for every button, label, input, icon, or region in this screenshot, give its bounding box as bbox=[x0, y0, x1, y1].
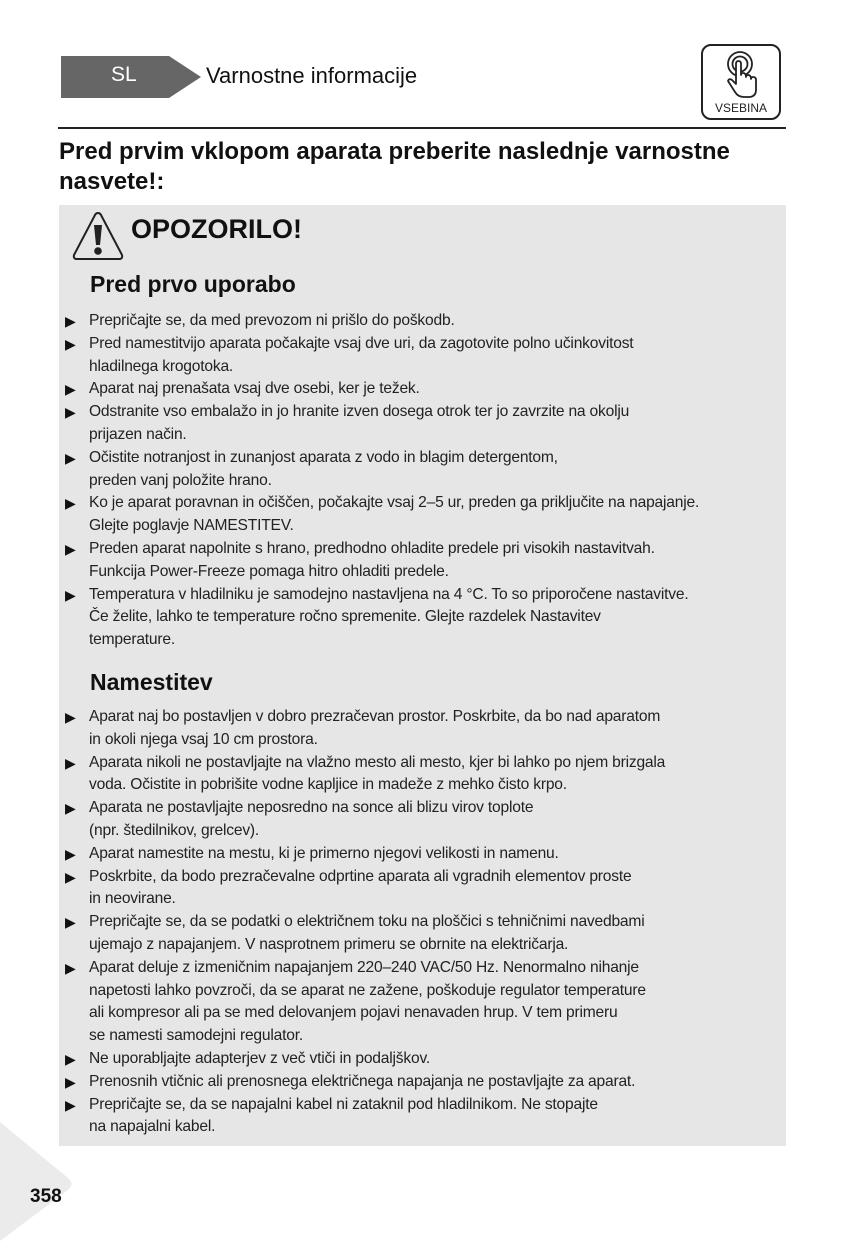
list-item bbox=[65, 538, 783, 584]
list-item bbox=[65, 797, 783, 843]
before-first-use-list bbox=[65, 310, 783, 652]
list-item bbox=[65, 1048, 783, 1071]
list-item bbox=[65, 310, 783, 333]
list-item-text: ujemajo z napajanjem. V nasprotnem primeru se obrnite na električarja. bbox=[89, 935, 569, 953]
header-divider bbox=[58, 127, 786, 129]
bullet-arrow-icon: ▶ bbox=[65, 335, 76, 352]
page-corner-tab bbox=[0, 1122, 75, 1241]
list-item-text: Prepričajte se, da se podatki o električnem toku na ploščici s tehničnimi navedbami bbox=[89, 913, 645, 931]
list-item bbox=[65, 957, 783, 1048]
language-tab bbox=[61, 56, 169, 98]
toc-button-label: VSEBINA bbox=[714, 101, 768, 115]
installation-list bbox=[65, 706, 783, 1139]
list-item-text: Pred namestitvijo aparata počakajte vsaj dve uri, da zagotovite polno učinkovitost bbox=[89, 334, 634, 352]
list-item-text: Prepričajte se, da se napajalni kabel ni zataknil pod hladilnikom. Ne stopajte bbox=[89, 1095, 598, 1113]
table-of-contents-button[interactable] bbox=[701, 44, 781, 120]
list-item bbox=[65, 401, 783, 447]
section-heading-installation: Namestitev bbox=[90, 669, 213, 695]
list-item bbox=[65, 843, 783, 866]
touch-hand-icon bbox=[723, 50, 763, 102]
list-item-text: Aparata nikoli ne postavljajte na vlažno mesto ali mesto, kjer bi lahko po njem brizgala bbox=[89, 753, 666, 771]
list-item bbox=[65, 911, 783, 957]
warning-title: OPOZORILO! bbox=[131, 214, 302, 244]
list-item-text: se namesti samodejni regulator. bbox=[89, 1027, 303, 1045]
warning-triangle-icon bbox=[71, 209, 125, 263]
bullet-arrow-icon: ▶ bbox=[65, 914, 76, 931]
list-item-text: napetosti lahko povzroči, da se aparat ne zažene, poškoduje regulator temperature bbox=[89, 981, 646, 999]
list-item-text: preden vanj položite hrano. bbox=[89, 471, 272, 489]
bullet-arrow-icon: ▶ bbox=[65, 586, 76, 603]
list-item-text: Prepričajte se, da med prevozom ni prišlo do poškodb. bbox=[89, 312, 455, 329]
section-title: Varnostne informacije bbox=[206, 63, 418, 88]
list-item-text: na napajalni kabel. bbox=[89, 1118, 216, 1136]
list-item-text: Ko je aparat poravnan in očiščen, počakajte vsaj 2–5 ur, preden ga priključite na napajanje. bbox=[89, 494, 700, 512]
list-item-text: in neovirane. bbox=[89, 890, 176, 908]
list-item bbox=[65, 1094, 783, 1140]
list-item-text: ali kompresor ali pa se med delovanjem pojavi nenavaden hrup. V tem primeru bbox=[89, 1004, 618, 1022]
list-item bbox=[65, 706, 783, 752]
bullet-arrow-icon: ▶ bbox=[65, 540, 76, 557]
list-item bbox=[65, 333, 783, 379]
bullet-arrow-icon: ▶ bbox=[65, 800, 76, 817]
list-item-text: hladilnega krogotoka. bbox=[89, 357, 234, 375]
bullet-arrow-icon: ▶ bbox=[65, 754, 76, 771]
bullet-arrow-icon: ▶ bbox=[65, 868, 76, 885]
list-item bbox=[65, 866, 783, 912]
page-number: 358 bbox=[30, 1186, 62, 1207]
list-item-text: Aparat deluje z izmeničnim napajanjem 220–240 VAC/50 Hz. Nenormalno nihanje bbox=[89, 958, 639, 976]
list-item-text: Funkcija Power-Freeze pomaga hitro ohladiti predele. bbox=[89, 562, 449, 580]
bullet-arrow-icon: ▶ bbox=[65, 1050, 76, 1067]
section-heading-before-first-use: Pred prvo uporabo bbox=[90, 271, 296, 297]
main-heading: Pred prvim vklopom aparata preberite naslednje varnostne nasvete!: bbox=[59, 138, 730, 195]
bullet-arrow-icon: ▶ bbox=[65, 709, 76, 725]
list-item bbox=[65, 752, 783, 798]
list-item-text: Temperatura v hladilniku je samodejno nastavljena na 4 °C. To so priporočene nastavitve. bbox=[89, 585, 689, 603]
list-item bbox=[65, 1071, 783, 1094]
list-item bbox=[65, 447, 783, 493]
list-item-text: (npr. štedilnikov, grelcev). bbox=[89, 821, 260, 839]
bullet-arrow-icon: ▶ bbox=[65, 449, 76, 466]
list-item-text: Odstranite vso embalažo in jo hranite izven dosega otrok ter jo zavrzite na okolju bbox=[89, 403, 630, 421]
list-item-text: Preden aparat napolnite s hrano, predhodno ohladite predele pri visokih nastavitvah. bbox=[89, 539, 655, 557]
list-item-text: Če želite, lahko te temperature ročno spremenite. Glejte razdelek Nastavitev bbox=[89, 608, 601, 626]
list-item-text: Poskrbite, da bodo prezračevalne odprtine aparata ali vgradnih elementov proste bbox=[89, 867, 632, 885]
list-item-text: in okoli njega vsaj 10 cm prostora. bbox=[89, 730, 318, 748]
list-item-text: Prenosnih vtičnic ali prenosnega električnega napajanja ne postavljajte za aparat. bbox=[89, 1072, 636, 1090]
list-item-text: Aparata ne postavljajte neposredno na sonce ali blizu virov toplote bbox=[89, 799, 534, 817]
list-item-text: temperature. bbox=[89, 631, 176, 649]
list-item-text: Aparat naj bo postavljen v dobro prezračevan prostor. Poskrbite, da bo nad aparatom bbox=[89, 708, 661, 725]
list-item bbox=[65, 492, 783, 538]
bullet-arrow-icon: ▶ bbox=[65, 845, 76, 862]
list-item bbox=[65, 584, 783, 652]
bullet-arrow-icon: ▶ bbox=[65, 381, 76, 398]
language-code: SL bbox=[111, 63, 137, 86]
bullet-arrow-icon: ▶ bbox=[65, 404, 76, 421]
list-item bbox=[65, 378, 783, 401]
bullet-arrow-icon: ▶ bbox=[65, 1096, 76, 1113]
list-item-text: voda. Očistite in pobrišite vodne kapljice in madeže z mehko čisto krpo. bbox=[89, 776, 567, 794]
list-item-text: Očistite notranjost in zunanjost aparata z vodo in blagim detergentom, bbox=[89, 448, 558, 466]
bullet-arrow-icon: ▶ bbox=[65, 313, 76, 329]
list-item-text: Aparat naj prenašata vsaj dve osebi, ker je težek. bbox=[89, 380, 420, 398]
list-item-text: Ne uporabljajte adapterjev z več vtiči in podaljškov. bbox=[89, 1049, 431, 1067]
bullet-arrow-icon: ▶ bbox=[65, 959, 76, 976]
list-item-text: Aparat namestite na mestu, ki je primerno njegovi velikosti in namenu. bbox=[89, 844, 559, 862]
list-item-text: Glejte poglavje NAMESTITEV. bbox=[89, 517, 294, 535]
bullet-arrow-icon: ▶ bbox=[65, 495, 76, 512]
list-item-text: prijazen način. bbox=[89, 425, 187, 443]
warning-box bbox=[59, 205, 786, 1146]
bullet-arrow-icon: ▶ bbox=[65, 1073, 76, 1090]
